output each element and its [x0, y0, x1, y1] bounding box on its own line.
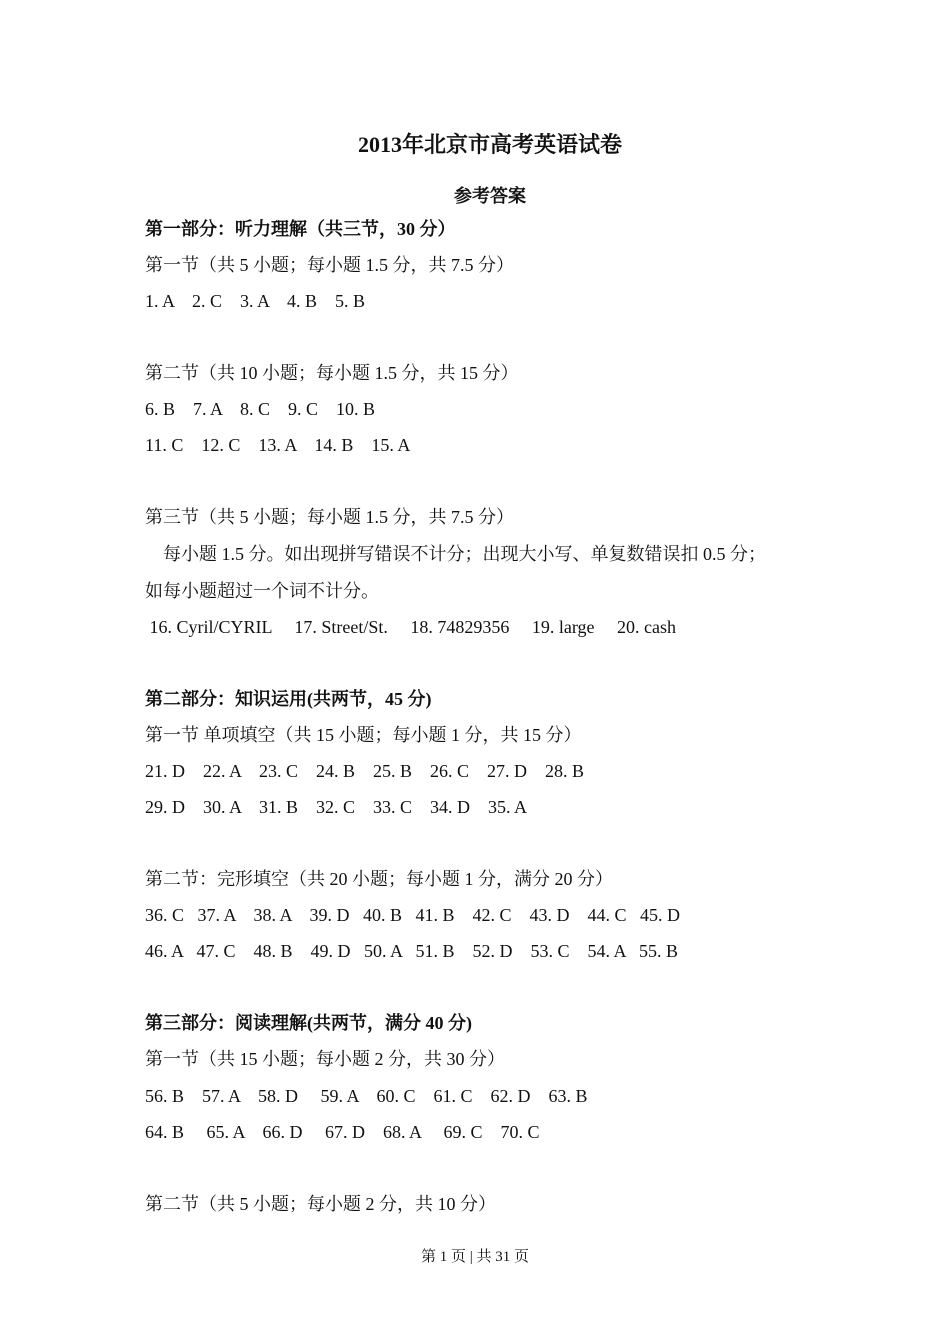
page-footer: 第 1 页 | 共 31 页: [420, 1249, 529, 1265]
section-heading-part1: 第一部分：听力理解（共三节，30 分）: [145, 219, 456, 239]
subsection-heading: 第一节（共 15 小题；每小题 2 分，共 30 分）: [145, 1049, 505, 1069]
scoring-note: 每小题 1.5 分。如出现拼写错误不计分；出现大小写、单复数错误扣 0.5 分；: [145, 544, 766, 564]
section-heading-part2: 第二部分：知识运用(共两节，45 分): [145, 689, 432, 709]
subsection-heading: 第三节（共 5 小题；每小题 1.5 分，共 7.5 分）: [145, 507, 514, 527]
answer-line: 36. C 37. A 38. A 39. D 40. B 41. B 42. C 43. D 44. C 45. D: [145, 905, 681, 925]
answer-line: 1. A 2. C 3. A 4. B 5. B: [145, 291, 366, 311]
answer-line: 46. A 47. C 48. B 49. D 50. A 51. B 52. D 53. C 54. A 55. B: [145, 941, 679, 961]
subsection-heading: 第二节（共 5 小题；每小题 2 分，共 10 分）: [145, 1194, 496, 1214]
section-heading-part3: 第三部分：阅读理解(共两节，满分 40 分): [145, 1013, 472, 1033]
subsection-heading: 第一节 单项填空（共 15 小题；每小题 1 分，共 15 分）: [145, 725, 582, 745]
subsection-heading: 第二节：完形填空（共 20 小题；每小题 1 分，满分 20 分）: [145, 869, 613, 889]
answer-line: 64. B 65. A 66. D 67. D 68. A 69. C 70. C: [145, 1122, 540, 1142]
answer-line: 6. B 7. A 8. C 9. C 10. B: [145, 399, 376, 419]
scoring-note: 如每小题超过一个词不计分。: [145, 581, 379, 601]
answer-line: 29. D 30. A 31. B 32. C 33. C 34. D 35. A: [145, 797, 528, 817]
answer-line: 56. B 57. A 58. D 59. A 60. C 61. C 62. D 63. B: [145, 1086, 588, 1106]
subsection-heading: 第一节（共 5 小题；每小题 1.5 分，共 7.5 分）: [145, 255, 514, 275]
document-title: 2013年北京市高考英语试卷: [357, 132, 622, 157]
document-subtitle: 参考答案: [454, 186, 526, 206]
answer-line: 21. D 22. A 23. C 24. B 25. B 26. C 27. D 28. B: [145, 761, 585, 781]
answer-line: 16. Cyril/CYRIL 17. Street/St. 18. 74829356 19. large 20. cash: [145, 617, 676, 637]
answer-line: 11. C 12. C 13. A 14. B 15. A: [145, 435, 411, 455]
subsection-heading: 第二节（共 10 小题；每小题 1.5 分，共 15 分）: [145, 363, 519, 383]
